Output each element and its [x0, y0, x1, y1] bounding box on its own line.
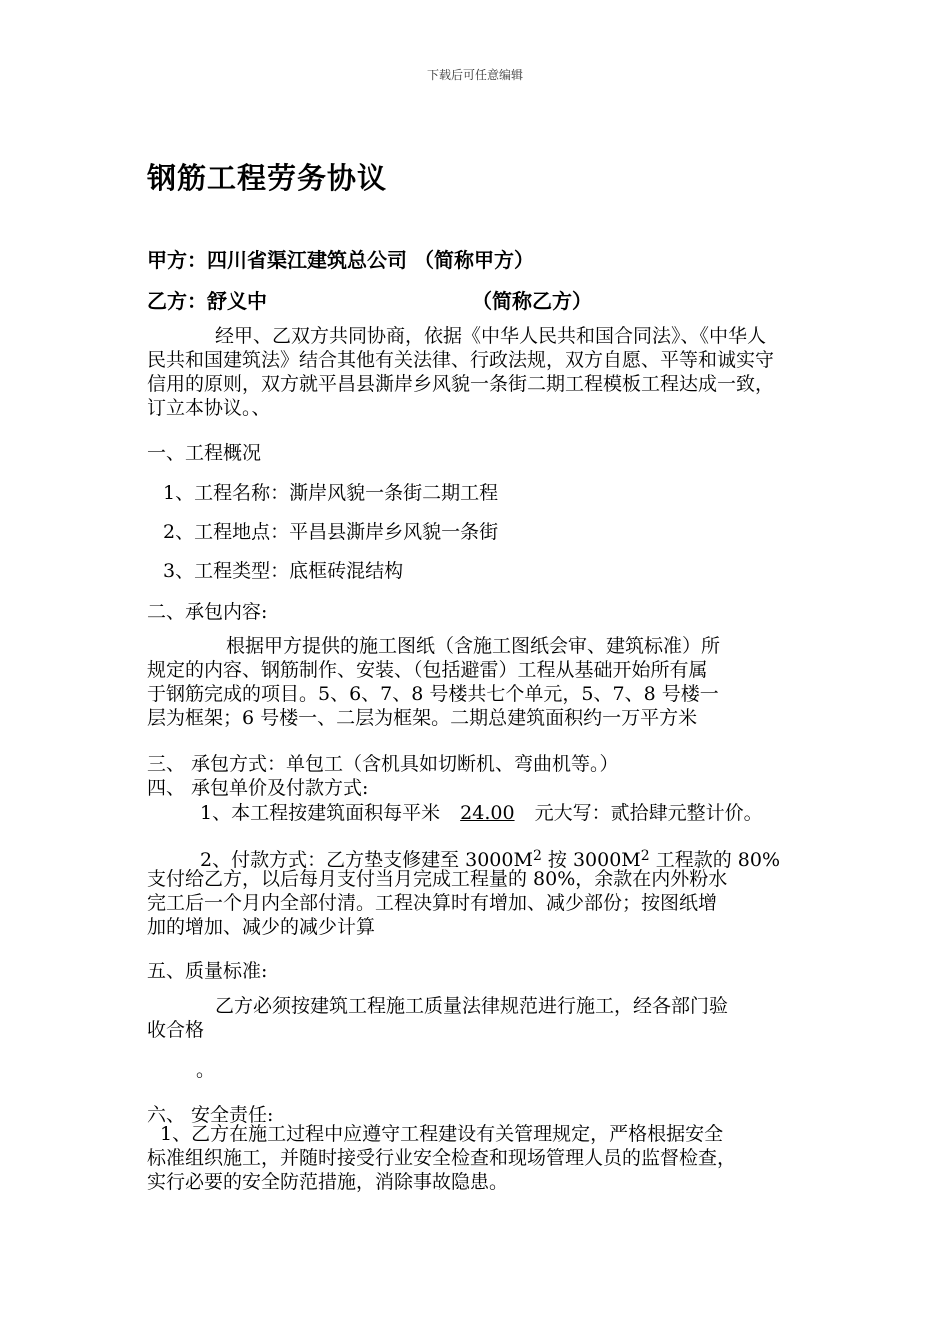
- superscript: 2: [532, 848, 542, 864]
- payment-text: 工程款的 80%: [655, 849, 781, 871]
- party-a: 甲方：四川省渠江建筑总公司 （简称甲方）: [147, 248, 534, 272]
- scope-line: 层为框架；6 号楼一、二层为框架。二期总建筑面积约一万平方米: [147, 707, 698, 729]
- payment-line: 加的增加、减少的减少计算: [147, 916, 376, 938]
- unit-price-line: [200, 798, 763, 825]
- header-note: 下载后可任意编辑: [426, 68, 523, 82]
- safety-line: 标准组织施工，并随时接受行业安全检查和现场管理人员的监督检查，: [147, 1147, 737, 1169]
- section-heading: 六、 安全责任:: [147, 1104, 274, 1126]
- intro-line: 信用的原则，双方就平昌县澌岸乡风貌一条街二期工程模板工程达成一致，: [147, 373, 775, 395]
- project-location: 2、工程地点：平昌县澌岸乡风貌一条街: [163, 521, 499, 543]
- unit-price-value: 24.00: [460, 802, 515, 824]
- party-b-name: 乙方：舒义中: [147, 289, 267, 313]
- payment-line: 支付给乙方，以后每月支付当月完成工程量的 80%，余款在内外粉水: [147, 868, 728, 890]
- intro-line: 民共和国建筑法》结合其他有关法律、行政法规，双方自愿、平等和诚实守: [147, 349, 775, 371]
- party-b-abbr: （简称乙方）: [472, 289, 592, 313]
- document-title: 钢筋工程劳务协议: [147, 161, 388, 195]
- section-heading: 五、质量标准:: [147, 960, 268, 982]
- quality-line: 收合格: [147, 1019, 205, 1041]
- quality-line: 乙方必须按建筑工程施工质量法律规范进行施工，经各部门验: [215, 995, 729, 1017]
- section-heading: 一、工程概况: [147, 442, 262, 464]
- project-type: 3、工程类型：底框砖混结构: [163, 560, 404, 582]
- scope-line: 规定的内容、钢筋制作、安装、（包括避雷）工程从基础开始所有属: [147, 659, 708, 681]
- project-name: 1、工程名称：澌岸风貌一条街二期工程: [163, 482, 499, 504]
- safety-line: 1、乙方在施工过程中应遵守工程建设有关管理规定，严格根据安全: [160, 1123, 724, 1145]
- quality-tail: 。: [196, 1059, 216, 1081]
- contract-method: 三、 承包方式：单包工（含机具如切断机、弯曲机等。）: [147, 753, 619, 775]
- payment-text: 按 3000M: [547, 849, 641, 871]
- intro-line: 经甲、乙双方共同协商，依据《中华人民共和国合同法》、《中华人: [215, 325, 767, 347]
- section-heading: 四、 承包单价及付款方式:: [147, 777, 369, 799]
- scope-line: 根据甲方提供的施工图纸（含施工图纸会审、建筑标准）所: [226, 635, 721, 657]
- intro-line: 订立本协议。、: [147, 397, 271, 419]
- safety-line: 实行必要的安全防范措施，消除事故隐患。: [147, 1171, 509, 1193]
- unit-price-label: 1、本工程按建筑面积每平米: [200, 802, 441, 824]
- section-heading: 二、承包内容:: [147, 601, 268, 623]
- scope-line: 于钢筋完成的项目。5、6、7、8 号楼共七个单元，5、7、8 号楼一: [147, 683, 719, 705]
- superscript: 2: [640, 848, 650, 864]
- payment-text: 2、付款方式：乙方垫支修建至 3000M: [200, 849, 533, 871]
- unit-price-words: 元大写：贰拾肆元整计价。: [534, 802, 763, 824]
- payment-line: 完工后一个月内全部付清。工程决算时有增加、减少部份；按图纸增: [147, 892, 718, 914]
